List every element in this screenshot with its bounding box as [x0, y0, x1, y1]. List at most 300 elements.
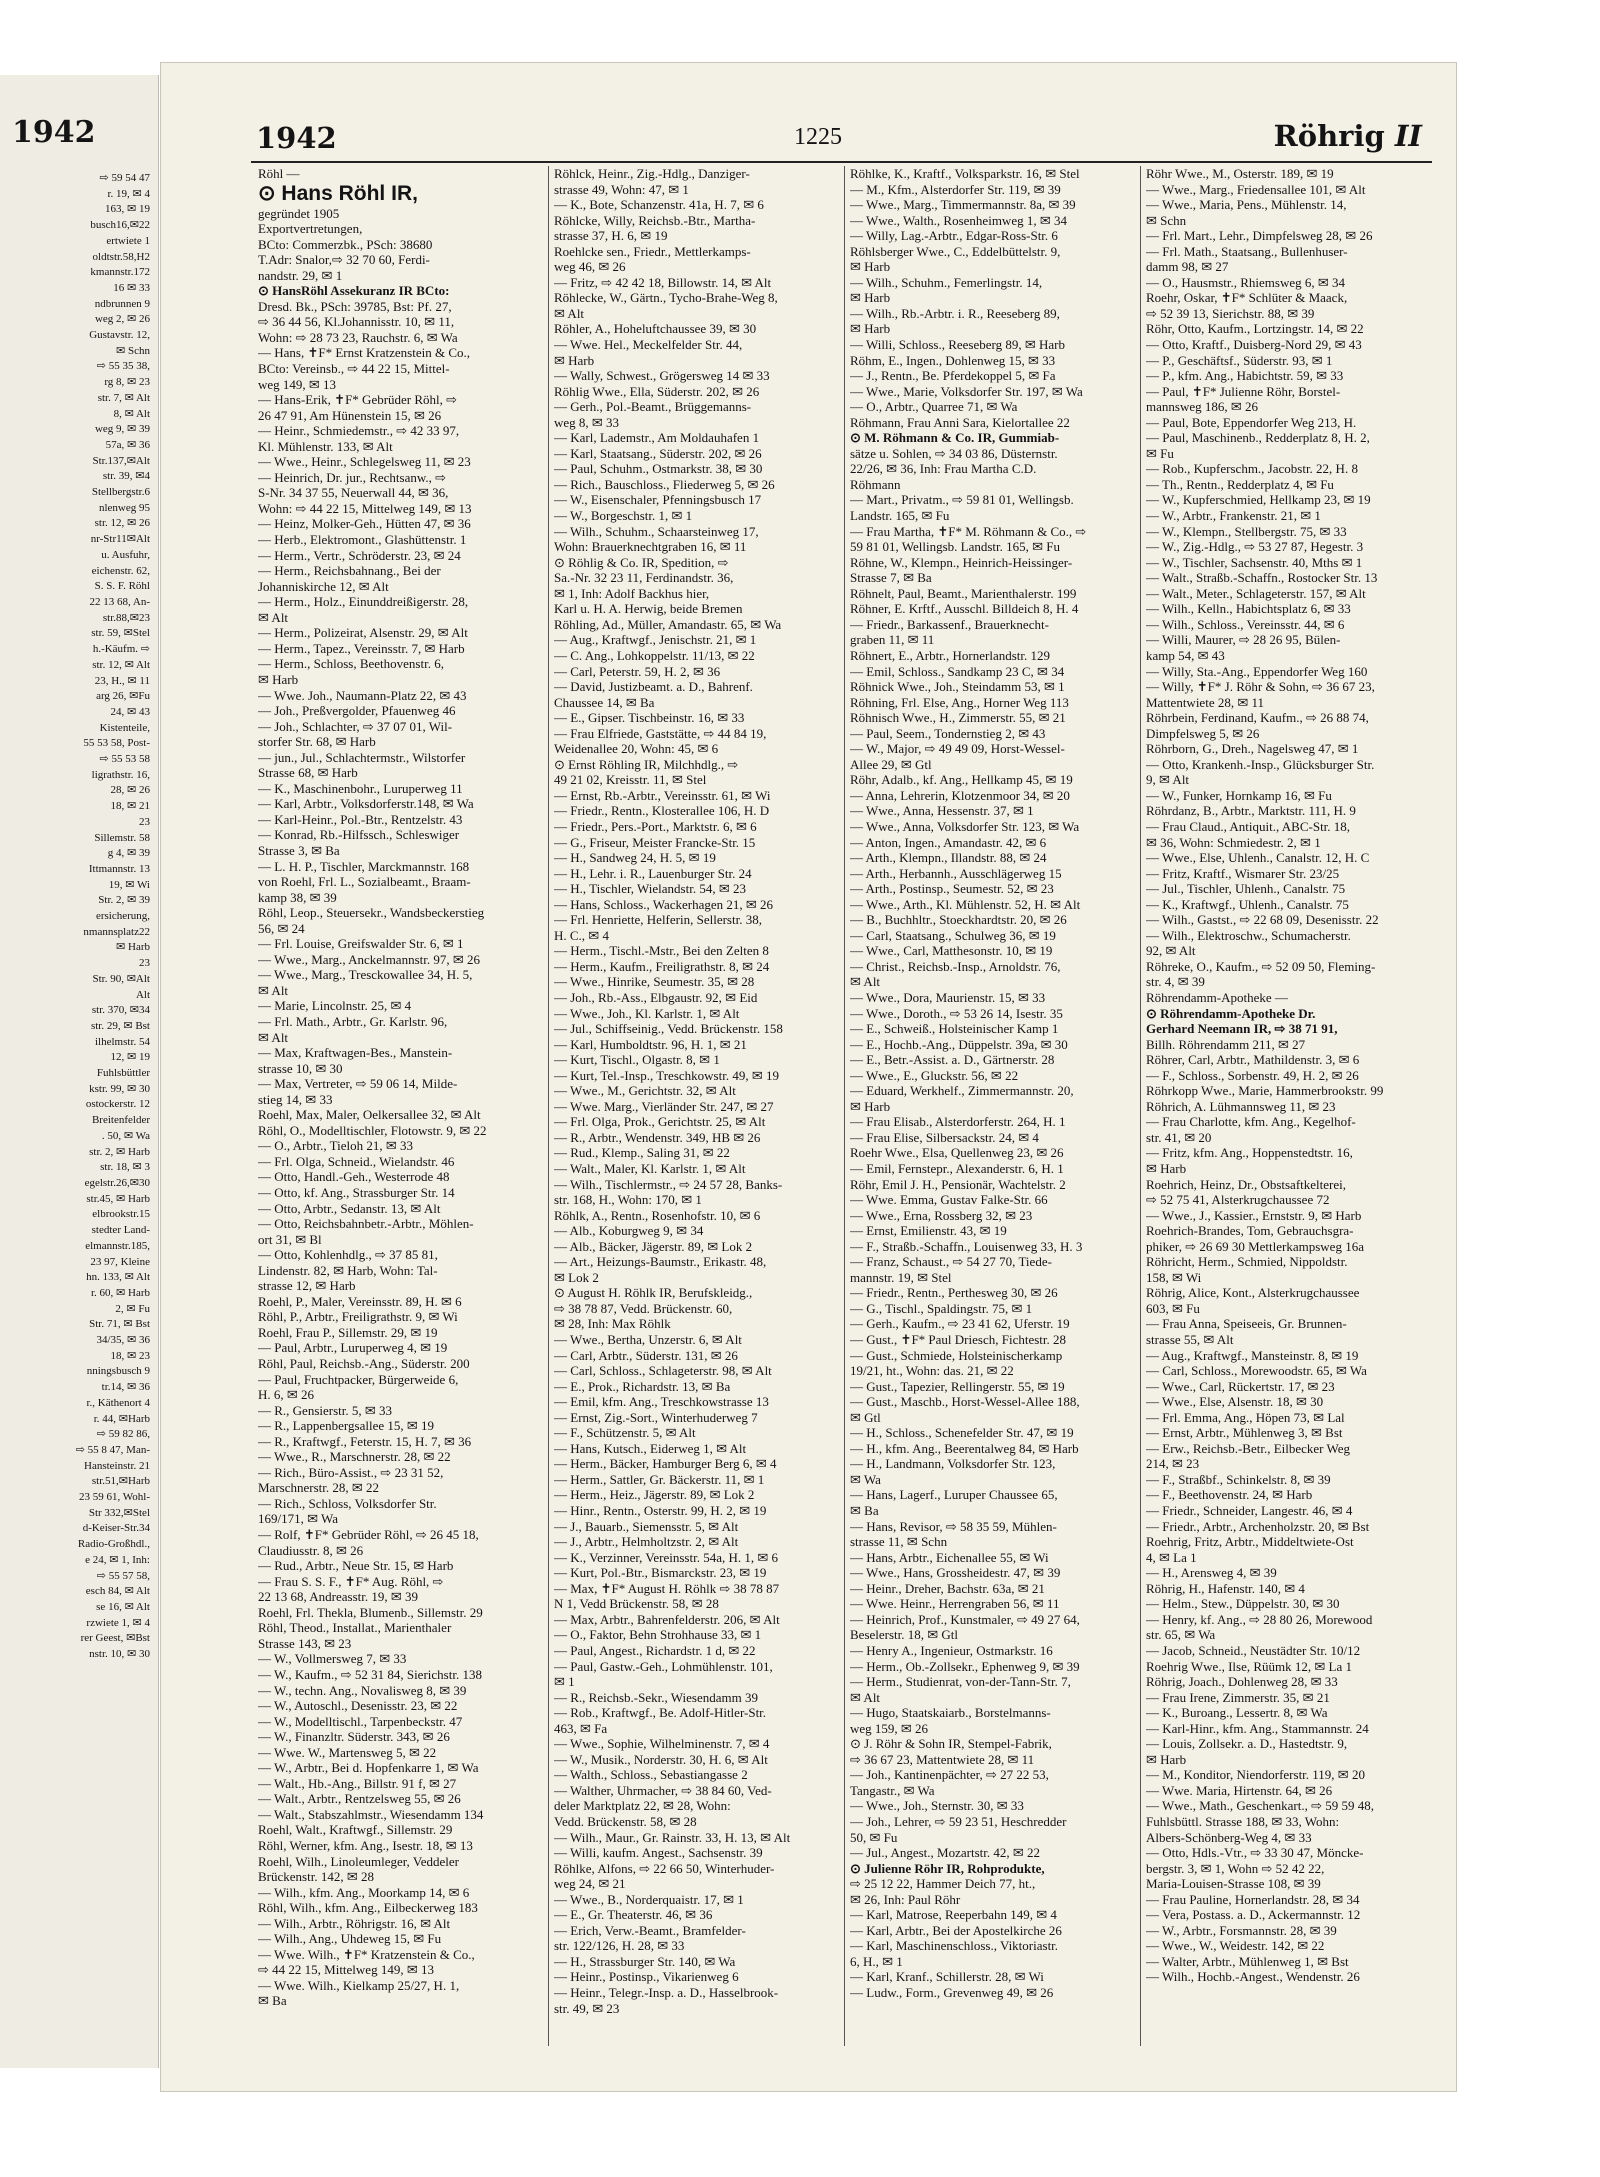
directory-entry-line: — Heinrich, Dr. jur., Rechtsanw., ⇨ — [258, 469, 447, 485]
directory-entry-line: — Henry, kf. Ang., ⇨ 28 80 26, Morewood — [1146, 1611, 1373, 1627]
prev-page-line: Stellbergstr.6 — [91, 486, 150, 499]
directory-entry-line: ⊙ M. Röhmann & Co. IR, Gummiab- — [850, 430, 1060, 446]
directory-entry-line: ⊙ August H. Röhlk IR, Berufskleidg., — [554, 1285, 753, 1301]
directory-entry-line: Vedd. Brückenstr. 58, ✉ 28 — [554, 1813, 697, 1829]
directory-entry-line: mannsweg 186, ✉ 26 — [1146, 399, 1258, 415]
directory-entry-line: kamp 38, ✉ 39 — [258, 889, 337, 905]
directory-entry-line: ⇨ 36 44 56, Kl.Johannisstr. 10, ✉ 11, — [258, 314, 455, 330]
directory-entry-line: — David, Justizbeamt. a. D., Bahrenf. — [554, 679, 753, 695]
directory-entry-line: — Rud., Arbtr., Neue Str. 15, ✉ Harb — [258, 1558, 454, 1574]
directory-entry-line: Kl. Mühlenstr. 133, ✉ Alt — [258, 438, 393, 454]
directory-entry-line: ✉ Fu — [1146, 445, 1174, 461]
directory-entry-line: — W., Autoschl., Desenisstr. 23, ✉ 22 — [258, 1698, 458, 1714]
directory-entry-line: — Max, Arbtr., Bahrenfelderstr. 206, ✉ Alt — [554, 1611, 780, 1627]
directory-entry-line: str. 49, ✉ 23 — [554, 2000, 620, 2016]
directory-entry-line: — Wwe., Hinrike, Seumestr. 35, ✉ 28 — [554, 974, 755, 990]
directory-entry-line: — Joh., Schlachter, ⇨ 37 07 01, Wil- — [258, 718, 453, 734]
directory-entry-line: BCto: Vereinsb., ⇨ 44 22 15, Mittel- — [258, 361, 450, 377]
directory-entry-line: — Frau Anna, Speiseeis, Gr. Brunnen- — [1146, 1316, 1347, 1332]
directory-entry-line: — Wwe., Marg., Friedensallee 101, ✉ Alt — [1146, 181, 1366, 197]
directory-entry-line: Wohn: Brauerknechtgraben 16, ✉ 11 — [554, 539, 747, 555]
directory-entry-line: — H., Strassburger Str. 140, ✉ Wa — [554, 1953, 736, 1969]
directory-entry-line: — Frl. Olga, Prok., Gerichtstr. 25, ✉ Alt — [554, 1114, 766, 1130]
directory-entry-line: — W., Musik., Norderstr. 30, H. 6, ✉ Alt — [554, 1751, 768, 1767]
directory-entry-line: — Frl. Math., Staatsang., Bullenhuser- — [1146, 243, 1348, 259]
directory-entry-line: — Gerh., Pol.-Beamt., Brüggemanns- — [554, 399, 752, 415]
prev-page-line: r. 60, ✉ Harb — [90, 1286, 150, 1299]
directory-entry-line: — J., Bauarb., Siemensstr. 5, ✉ Alt — [554, 1518, 739, 1534]
directory-entry-line: — J., Rentn., Be. Pferdekoppel 5, ✉ Fa — [850, 368, 1056, 384]
directory-entry-line: — Wilh., Arbtr., Röhrigstr. 16, ✉ Alt — [258, 1915, 451, 1931]
prev-page-line: rzwiete 1, ✉ 4 — [86, 1616, 150, 1629]
prev-page-line: Hansteinstr. 21 — [84, 1459, 150, 1472]
directory-entry-line: — Frau Elfriede, Gaststätte, ⇨ 44 84 19, — [554, 725, 767, 741]
directory-entry-line: Röhrig, H., Hafenstr. 140, ✉ 4 — [1146, 1580, 1305, 1596]
directory-entry-line: — Emil, Schloss., Sandkamp 23 C, ✉ 34 — [850, 663, 1065, 679]
directory-entry-line: — W., Major, ⇨ 49 49 09, Horst-Wessel- — [850, 741, 1065, 757]
directory-entry-line: — Karl, Arbtr., Bei der Apostelkirche 26 — [850, 1922, 1062, 1938]
directory-entry-line: — Wilh., Maur., Gr. Rainstr. 33, H. 13, ✉ Alt — [554, 1829, 791, 1845]
directory-entry-line: — Helm., Stew., Düppelstr. 30, ✉ 30 — [1146, 1596, 1340, 1612]
directory-entry-line: — Wwe., E., Gluckstr. 56, ✉ 22 — [850, 1067, 1019, 1083]
directory-entry-line: — Art., Heizungs-Baumstr., Erikastr. 48, — [554, 1254, 767, 1270]
directory-entry-line: — E., Schweiß., Holsteinischer Kamp 1 — [850, 1021, 1059, 1037]
directory-entry-line: — Herb., Elektromont., Glashüttenstr. 1 — [258, 532, 467, 548]
directory-entry-line: Röhrborn, G., Dreh., Nagelsweg 47, ✉ 1 — [1146, 741, 1359, 757]
directory-entry-line: 169/171, ✉ Wa — [258, 1511, 339, 1527]
header-surname: Röhrig — [1273, 119, 1385, 153]
directory-entry-line: Allee 29, ✉ Gtl — [850, 756, 932, 772]
directory-entry-line: — Anton, Ingen., Amandastr. 42, ✉ 6 — [850, 834, 1047, 850]
directory-entry-line: ✉ Alt — [258, 982, 289, 998]
directory-entry-line: — Ernst, Arbtr., Mühlenweg 3, ✉ Bst — [1146, 1425, 1343, 1441]
directory-entry-line: mannstr. 19, ✉ Stel — [850, 1269, 952, 1285]
directory-entry-line: weg 46, ✉ 26 — [554, 259, 626, 275]
prev-page-line: arg 26, ✉Fu — [96, 690, 150, 703]
directory-entry-line: — Willi, Maurer, ⇨ 28 26 95, Bülen- — [1146, 632, 1341, 648]
directory-page — [160, 62, 1457, 2092]
directory-entry-line: — Carl, Staatsang., Schulweg 36, ✉ 19 — [850, 927, 1056, 943]
directory-entry-line: — Wilh., Elektroschw., Schumacherstr. — [1146, 927, 1351, 943]
directory-entry-line: 92, ✉ Alt — [1146, 943, 1196, 959]
directory-entry-line: ⇨ 38 78 87, Vedd. Brückenstr. 60, — [554, 1300, 733, 1316]
directory-entry-line: Roehl, Wilh., Linoleumleger, Veddeler — [258, 1853, 460, 1869]
directory-entry-line: — O., Arbtr., Tieloh 21, ✉ 33 — [258, 1138, 413, 1154]
directory-entry-line: — M., Konditor, Niendorferstr. 119, ✉ 20 — [1146, 1767, 1365, 1783]
directory-entry-line: str. 65, ✉ Wa — [1146, 1627, 1216, 1643]
prev-page-line: str. 59, ✉Stel — [91, 627, 150, 640]
directory-entry-line: — Wilh., Tischlermstr., ⇨ 24 57 28, Banks- — [554, 1176, 783, 1192]
directory-entry-line: — Jul., Angest., Mozartstr. 42, ✉ 22 — [850, 1845, 1040, 1861]
directory-entry-line: — K., Kraftwgf., Uhlenh., Canalstr. 75 — [1146, 896, 1349, 912]
directory-entry-line: — jun., Jul., Schlachtermstr., Wilstorfer — [258, 749, 466, 765]
directory-entry-line: — Walt., Straßb.-Schaffn., Rostocker Str. 13 — [1146, 570, 1378, 586]
directory-entry-line: — Wwe. Maria, Hirtenstr. 64, ✉ 26 — [1146, 1782, 1333, 1798]
directory-entry-line: — W., Zig.-Hdlg., ⇨ 53 27 87, Hegestr. 3 — [1146, 539, 1364, 555]
directory-entry-line: — Karl, Lademstr., Am Moldauhafen 1 — [554, 430, 760, 446]
directory-entry-line: — Emil, kfm. Ang., Treschkowstrasse 13 — [554, 1394, 769, 1410]
directory-entry-line: ⊙ HansRöhl Assekuranz IR BCto: — [258, 283, 450, 299]
prev-page-line: Fuhlsbüttler — [96, 1067, 150, 1080]
prev-page-line: ⇨ 59 54 47 — [99, 172, 150, 184]
prev-page-line: 8, ✉ Alt — [113, 407, 150, 420]
directory-entry-line: — Herm., Holz., Einunddreißigerstr. 28, — [258, 594, 469, 610]
directory-entry-line: — F., Straßbf., Schinkelstr. 8, ✉ 39 — [1146, 1471, 1331, 1487]
prev-page-line: Ittmannstr. 13 — [88, 862, 150, 875]
column-1 — [255, 166, 545, 2046]
directory-entry-line: Röhrer, Carl, Arbtr., Mathildenstr. 3, ✉ 6 — [1146, 1052, 1360, 1068]
directory-entry-line: ✉ 1 — [554, 1674, 575, 1690]
directory-entry-line: weg 8, ✉ 33 — [554, 414, 620, 430]
prev-page-line: se 16, ✉ Alt — [96, 1600, 150, 1613]
directory-entry-line: Sa.-Nr. 32 23 11, Ferdinandstr. 36, — [554, 570, 734, 586]
directory-entry-line: — Wwe., Walth., Rosenheimweg 1, ✉ 34 — [850, 212, 1067, 228]
directory-entry-line: — Joh., Kantinenpächter, ⇨ 27 22 53, — [850, 1767, 1049, 1783]
directory-entry-line: Billh. Röhrendamm 211, ✉ 27 — [1146, 1036, 1306, 1052]
directory-entry-line: — W., Finanzltr. Süderstr. 343, ✉ 26 — [258, 1729, 450, 1745]
prev-page-line: oldtstr.58,H2 — [92, 250, 150, 263]
prev-page-line: h.-Käufm. ⇨ — [92, 643, 150, 656]
column-4 — [1143, 166, 1433, 2046]
directory-entry-line: — Herm., Studienrat, von-der-Tann-Str. 7, — [850, 1674, 1071, 1690]
prev-page-line: 23, H., ✉ 11 — [94, 674, 150, 687]
directory-entry-line: — Walt., Hb.-Ang., Billstr. 91 f, ✉ 27 — [258, 1775, 457, 1791]
directory-entry-line: — Wwe., Joh., Kl. Karlstr. 1, ✉ Alt — [554, 1005, 740, 1021]
directory-entry-line: ⇨ 36 67 23, Mattentwiete 28, ✉ 11 — [850, 1751, 1035, 1767]
header-name — [1274, 119, 1422, 153]
directory-entry-line: ✉ Harb — [850, 321, 891, 337]
prev-page-line: ersicherung, — [95, 910, 150, 923]
directory-entry-line: — Paul, Angest., Richardstr. 1 d, ✉ 22 — [554, 1642, 756, 1658]
directory-entry-line: ⇨ 52 39 13, Sierichstr. 88, ✉ 39 — [1146, 305, 1315, 321]
directory-entry-line: — Frau Pauline, Hornerlandstr. 28, ✉ 34 — [1146, 1891, 1360, 1907]
prev-page-line: ⇨ 55 53 58 — [99, 753, 150, 766]
prev-page-line: d-Keiser-Str.34 — [82, 1522, 150, 1535]
directory-entry-line: Johanniskirche 12, ✉ Alt — [258, 578, 389, 594]
directory-entry-line: kamp 54, ✉ 43 — [1146, 647, 1225, 663]
directory-entry-line: — Walth., Schloss., Sebastiangasse 2 — [554, 1767, 748, 1783]
directory-entry-line: — Karl, Kranf., Schillerstr. 28, ✉ Wi — [850, 1969, 1044, 1985]
directory-entry-line: Röhrdanz, B., Arbtr., Marktstr. 111, H. 9 — [1146, 803, 1356, 819]
directory-entry-line: — Frau Claud., Antiquit., ABC-Str. 18, — [1146, 818, 1351, 834]
directory-entry-line: — W., Tischler, Sachsenstr. 40, Mths ✉ 1 — [1146, 554, 1363, 570]
directory-entry-line: — Fritz, Kraftf., Wismarer Str. 23/25 — [1146, 865, 1340, 881]
directory-entry-line: — Hans, ✝F* Ernst Kratzenstein & Co., — [258, 345, 471, 361]
header-rule — [251, 161, 1432, 163]
prev-page-line: str.88,✉23 — [102, 611, 150, 624]
directory-entry-line: — Friedr., Rentn., Klosterallee 106, H. D — [554, 803, 770, 819]
prev-page-line: ✉ Schn — [116, 344, 150, 357]
directory-entry-line: — F., Beethovenstr. 24, ✉ Harb — [1146, 1487, 1313, 1503]
directory-entry-line: Chaussee 14, ✉ Ba — [554, 694, 655, 710]
prev-page-line: esch 84, ✉ Alt — [85, 1585, 150, 1598]
prev-page-line: Str. 90, ✉Alt — [92, 972, 150, 985]
directory-entry-line: — W., Funker, Hornkamp 16, ✉ Fu — [1146, 787, 1332, 803]
directory-entry-line: — Wilh., Schloss., Vereinsstr. 44, ✉ 6 — [1146, 616, 1345, 632]
directory-entry-line: Röhling, Ad., Müller, Amandastr. 65, ✉ Wa — [554, 616, 782, 632]
directory-entry-line: — Paul, Arbtr., Luruperweg 4, ✉ 19 — [258, 1340, 448, 1356]
prev-page-line: Kistenteile, — [99, 721, 150, 734]
directory-entry-line: — Joh., Lehrer, ⇨ 59 23 51, Heschredder — [850, 1813, 1067, 1829]
directory-entry-line: — Gust., Maschb., Horst-Wessel-Allee 188, — [850, 1394, 1080, 1410]
directory-entry-line: ort 31, ✉ Bl — [258, 1231, 322, 1247]
directory-entry-line: — Carl, Arbtr., Süderstr. 131, ✉ 26 — [554, 1347, 738, 1363]
directory-entry-line: — H., kfm. Ang., Beerentalweg 84, ✉ Harb — [850, 1440, 1079, 1456]
directory-entry-line: — Frau Elisab., Alsterdorferstr. 264, H. 1 — [850, 1114, 1066, 1130]
directory-entry-line: — Rud., Klemp., Saling 31, ✉ 22 — [554, 1145, 730, 1161]
directory-entry-line: ✉ Ba — [850, 1503, 879, 1519]
directory-entry-line: ⊙ Röhrendamm-Apotheke Dr. — [1146, 1005, 1316, 1021]
directory-entry-line: — O., Faktor, Behn Strohhause 33, ✉ 1 — [554, 1627, 762, 1643]
prev-page-line: Str. 71, ✉ Bst — [89, 1318, 150, 1331]
directory-entry-line: Röhne, W., Klempn., Heinrich-Heissinger- — [850, 554, 1073, 570]
prev-page-line: Sillemstr. 58 — [94, 831, 150, 844]
directory-entry-line: — Joh., Preßvergolder, Pfauenweg 46 — [258, 703, 456, 719]
directory-entry-line: — Wwe., Marg., Tresckowallee 34, H. 5, — [258, 967, 473, 983]
prev-page-line: 55 53 58, Post- — [83, 737, 150, 750]
directory-entry-line: — L. H. P., Tischler, Marckmannstr. 168 — [258, 858, 470, 874]
header-year: 1942 — [256, 121, 337, 155]
directory-entry-line: — Willy, ✝F* J. Röhr & Sohn, ⇨ 36 67 23, — [1146, 679, 1375, 695]
directory-entry-line: ✉ Alt — [258, 609, 289, 625]
directory-entry-line: — Frau Irene, Zimmerstr. 35, ✉ 21 — [1146, 1689, 1330, 1705]
directory-entry-line: — Joh., Rb.-Ass., Elbgaustr. 92, ✉ Eid — [554, 989, 758, 1005]
directory-entry-line: 49 21 02, Kreisstr. 11, ✉ Stel — [554, 772, 707, 788]
prev-page-line: Str. 2, ✉ 39 — [98, 894, 150, 907]
directory-entry-line: — W., Kaufm., ⇨ 52 31 84, Sierichstr. 138 — [258, 1666, 482, 1682]
directory-entry-line: ✉ 26, Inh: Paul Röhr — [850, 1891, 961, 1907]
directory-entry-line: — K., Maschinenbohr., Luruperweg 11 — [258, 780, 463, 796]
directory-entry-line: ⊙ Julienne Röhr IR, Rohprodukte, — [850, 1860, 1045, 1876]
directory-entry-line: strasse 11, ✉ Schn — [850, 1534, 948, 1550]
directory-entry-line: — R., Gensierstr. 5, ✉ 33 — [258, 1402, 393, 1418]
directory-entry-line: — Karl-Heinr., Pol.-Btr., Rentzelstr. 43 — [258, 811, 463, 827]
directory-entry-line: — Wwe., Marie, Volksdorfer Str. 197, ✉ Wa — [850, 383, 1083, 399]
directory-entry-line: — Otto, Handl.-Geh., Westerrode 48 — [258, 1169, 450, 1185]
prev-page-line: weg 9, ✉ 39 — [94, 423, 150, 436]
directory-entry-line: — Fritz, kfm. Ang., Hoppenstedtstr. 16, — [1146, 1145, 1353, 1161]
directory-entry-line: — Karl, Matrose, Reeperbahn 149, ✉ 4 — [850, 1907, 1057, 1923]
prev-page-line: 23 59 61, Wohl- — [78, 1491, 150, 1504]
directory-entry-line: — W., Borgeschstr. 1, ✉ 1 — [554, 508, 693, 524]
prev-page-year: 1942 — [12, 115, 96, 150]
directory-entry-line: — Paul, Bote, Eppendorfer Weg 213, H. — [1146, 414, 1357, 430]
prev-page-line: nr-Str11✉Alt — [90, 533, 150, 546]
page-number: 1225 — [794, 124, 842, 150]
directory-entry-line: — Hans-Erik, ✝F* Gebrüder Röhl, ⇨ — [258, 392, 458, 408]
directory-entry-line: — Carl, Peterstr. 59, H. 2, ✉ 36 — [554, 663, 721, 679]
directory-entry-line: — Wwe., Carl, Rückertstr. 17, ✉ 23 — [1146, 1378, 1335, 1394]
directory-entry-line: — Vera, Postass. a. D., Ackermannstr. 12 — [1146, 1907, 1361, 1923]
directory-entry-line: — Willy, Lag.-Arbtr., Edgar-Ross-Str. 6 — [850, 228, 1058, 244]
directory-entry-line: — K., Buroang., Lessertr. 8, ✉ Wa — [1146, 1705, 1328, 1721]
directory-entry-line: — Heinr., Dreher, Bachstr. 63a, ✉ 21 — [850, 1580, 1045, 1596]
directory-entry-line: — F., Straßb.-Schaffn., Louisenweg 33, H. 3 — [850, 1238, 1083, 1254]
directory-entry-line: — Ernst, Emilienstr. 43, ✉ 19 — [850, 1223, 1007, 1239]
directory-entry-line: — Friedr., Rentn., Perthesweg 30, ✉ 26 — [850, 1285, 1058, 1301]
directory-entry-line: 59 81 01, Wellingsb. Landstr. 165, ✉ Fu — [850, 539, 1061, 555]
directory-entry-line: — Arth., Klempn., Illandstr. 88, ✉ 24 — [850, 850, 1047, 866]
directory-entry-line: — Frl. Math., Arbtr., Gr. Karlstr. 96, — [258, 1013, 448, 1029]
directory-entry-line: S-Nr. 34 37 55, Neuerwall 44, ✉ 36, — [258, 485, 449, 501]
directory-entry-line: str. 4, ✉ 39 — [1146, 974, 1205, 990]
directory-entry-line: — Wilh., Ang., Uhdeweg 15, ✉ Fu — [258, 1931, 442, 1947]
directory-entry-line: — E., Prok., Richardstr. 13, ✉ Ba — [554, 1378, 731, 1394]
directory-entry-line: — Ludw., Form., Grevenweg 49, ✉ 26 — [850, 1984, 1054, 2000]
directory-entry-line: — Karl, Staatsang., Süderstr. 202, ✉ 26 — [554, 445, 762, 461]
directory-entry-line: str. 168, H., Wohn: 170, ✉ 1 — [554, 1192, 702, 1208]
directory-entry-line: — Herm., Heiz., Jägerstr. 89, ✉ Lok 2 — [554, 1487, 755, 1503]
directory-entry-line: — Wwe., Carl, Matthesonstr. 10, ✉ 19 — [850, 943, 1053, 959]
prev-page-line: Str 332,✉Stel — [88, 1506, 150, 1519]
directory-entry-line: Roehrich-Brandes, Tom, Gebrauchsgra- — [1146, 1223, 1354, 1239]
directory-entry-line: — Wwe. Wilh., Kielkamp 25/27, H. 1, — [258, 1977, 460, 1993]
directory-entry-line: — Wwe., Sophie, Wilhelminenstr. 7, ✉ 4 — [554, 1736, 770, 1752]
directory-entry-line: — Wwe., Math., Geschenkart., ⇨ 59 59 48, — [1146, 1798, 1374, 1814]
directory-entry-line: — Wwe., Hans, Grossheidestr. 47, ✉ 39 — [850, 1565, 1061, 1581]
directory-entry-line: — Jul., Schiffseinig., Vedd. Brückenstr. 158 — [554, 1021, 783, 1037]
directory-entry-line: — W., Eisenschaler, Pfenningsbusch 17 — [554, 492, 762, 508]
directory-entry-line: — Walt., Arbtr., Rentzelsweg 55, ✉ 26 — [258, 1791, 461, 1807]
prev-page-line: str. 2, ✉ Harb — [89, 1145, 150, 1158]
directory-entry-line: — Willi, Schloss., Reeseberg 89, ✉ Harb — [850, 337, 1065, 353]
directory-entry-line: — W., Kupferschmied, Hellkamp 23, ✉ 19 — [1146, 492, 1371, 508]
prev-page-line: egelstr.26,✉30 — [84, 1177, 150, 1189]
directory-entry-line: Roehlcke sen., Friedr., Mettlerkamps- — [554, 243, 751, 259]
directory-entry-line: 22/26, ✉ 36, Inh: Frau Martha C.D. — [850, 461, 1037, 477]
directory-entry-line: — Wwe. Emma, Gustav Falke-Str. 66 — [850, 1192, 1048, 1208]
directory-entry-line: Karl u. H. A. Herwig, beide Bremen — [554, 601, 743, 617]
prev-page-line: Gustavstr. 12, — [89, 329, 150, 342]
directory-entry-line: Roehrig Wwe., Ilse, Rüümk 12, ✉ La 1 — [1146, 1658, 1352, 1674]
directory-entry-line: Röhrbein, Ferdinand, Kaufm., ⇨ 26 88 74, — [1146, 710, 1369, 726]
directory-entry-line: — Wilh., kfm. Ang., Moorkamp 14, ✉ 6 — [258, 1884, 470, 1900]
directory-entry-line: — Gust., Schmiede, Holsteinischerkamp — [850, 1347, 1063, 1363]
directory-entry-line: ⇨ 44 22 15, Mittelweg 149, ✉ 13 — [258, 1962, 434, 1978]
directory-entry-line: — Wwe. Wilh., ✝F* Kratzenstein & Co., — [258, 1946, 475, 1962]
directory-entry-line: — Karl-Hinr., kfm. Ang., Stammannstr. 24 — [1146, 1720, 1369, 1736]
directory-entry-line: Röhning, Frl. Else, Ang., Horner Weg 113 — [850, 694, 1069, 710]
prev-page-line: 24, ✉ 43 — [110, 705, 150, 718]
directory-entry-line: BCto: Commerzbk., PSch: 38680 — [258, 236, 433, 252]
directory-entry-line: — Frl. Louise, Greifswalder Str. 6, ✉ 1 — [258, 936, 464, 952]
directory-entry-line: — R., Kraftwgf., Feterstr. 15, H. 7, ✉ 36 — [258, 1433, 472, 1449]
directory-entry-line: — Hans, Kutsch., Eiderweg 1, ✉ Alt — [554, 1440, 747, 1456]
directory-entry-line: — Max, Vertreter, ⇨ 59 06 14, Milde- — [258, 1076, 458, 1092]
directory-entry-line: Albers-Schönberg-Weg 4, ✉ 33 — [1146, 1829, 1312, 1845]
directory-entry-line: Roehrig, Fritz, Arbtr., Middeltwiete-Ost — [1146, 1534, 1354, 1550]
prev-page-line: str. 29, ✉ Bst — [90, 1019, 150, 1032]
column-2 — [551, 166, 841, 2046]
prev-page-line: 163, ✉ 19 — [105, 203, 150, 216]
directory-entry-line: — Friedr., Arbtr., Archenholzstr. 20, ✉ Bst — [1146, 1518, 1370, 1534]
prev-page-line: 23 — [139, 815, 150, 828]
prev-page-line: kstr. 99, ✉ 30 — [89, 1082, 150, 1095]
directory-entry-line: — Wwe., Dora, Maurienstr. 15, ✉ 33 — [850, 989, 1046, 1005]
directory-entry-line: — Kurt, Pol.-Btr., Bismarckstr. 23, ✉ 19 — [554, 1565, 767, 1581]
directory-entry-line: Roehl, Walt., Kraftwgf., Sillemstr. 29 — [258, 1822, 453, 1838]
directory-entry-line: 603, ✉ Fu — [1146, 1300, 1200, 1316]
prev-page-line: Alt — [135, 988, 150, 1001]
prev-page-line: Radio-Großhdl., — [77, 1538, 150, 1551]
directory-entry-line: — Erich, Verw.-Beamt., Bramfelder- — [554, 1922, 746, 1938]
directory-entry-line: Röhlecke, W., Gärtn., Tycho-Brahe-Weg 8, — [554, 290, 778, 306]
directory-entry-line: Marschnerstr. 28, ✉ 22 — [258, 1480, 380, 1496]
prev-page-line: g 4, ✉ 39 — [107, 847, 150, 860]
directory-entry-line: — J., Arbtr., Helmholtzstr. 2, ✉ Alt — [554, 1534, 739, 1550]
prev-page-line: ilhelmstr. 54 — [95, 1035, 150, 1048]
directory-entry-line: damm 98, ✉ 27 — [1146, 259, 1229, 275]
prev-page-line: r. 19, ✉ 4 — [107, 187, 150, 200]
directory-entry-line: Roehl, P., Maler, Vereinsstr. 89, H. ✉ 6 — [258, 1293, 462, 1309]
column-3 — [847, 166, 1137, 2046]
directory-entry-line: — Rich., Büro-Assist., ⇨ 23 31 52, — [258, 1464, 444, 1480]
directory-entry-line: — Rich., Bauschloss., Fliederweg 5, ✉ 26 — [554, 476, 775, 492]
directory-entry-line: Röhm, E., Ingen., Dohlenweg 15, ✉ 33 — [850, 352, 1056, 368]
directory-entry-line: ✉ Schn — [1146, 212, 1187, 228]
directory-entry-line: — Wwe., Else, Alsenstr. 18, ✉ 30 — [1146, 1394, 1324, 1410]
directory-entry-line: Roehrich, Heinz, Dr., Obstsaftkelterei, — [1146, 1176, 1346, 1192]
directory-entry-line: Strasse 68, ✉ Harb — [258, 765, 358, 781]
directory-entry-line: graben 11, ✉ 11 — [850, 632, 935, 648]
directory-entry-line: — Wwe., Arth., Kl. Mühlenstr. 52, H. ✉ Alt — [850, 896, 1081, 912]
directory-entry-line: sätze u. Sohlen, ⇨ 34 03 86, Düsternstr. — [850, 445, 1058, 461]
prev-page-line: u. Ausfuhr, — [101, 548, 150, 561]
directory-entry-line: — Wwe., Bertha, Unzerstr. 6, ✉ Alt — [554, 1332, 742, 1348]
directory-entry-line: Roehl, Max, Maler, Oelkersallee 32, ✉ Alt — [258, 1107, 481, 1123]
directory-entry-line: strasse 10, ✉ 30 — [258, 1060, 343, 1076]
directory-entry-line: — P., kfm. Ang., Habichtstr. 59, ✉ 33 — [1146, 368, 1344, 384]
directory-entry-line: — Wilh., Rb.-Arbtr. i. R., Reeseberg 89, — [850, 305, 1060, 321]
directory-entry-line: weg 149, ✉ 13 — [258, 376, 337, 392]
prev-page-line: 16 ✉ 33 — [113, 281, 150, 294]
directory-entry-line: — R., Arbtr., Wendenstr. 349, HB ✉ 26 — [554, 1129, 761, 1145]
directory-entry-line: — M., Kfm., Alsterdorfer Str. 119, ✉ 39 — [850, 181, 1061, 197]
directory-entry-line: — Walt., Stabszahlmstr., Wiesendamm 134 — [258, 1806, 484, 1822]
directory-entry-line: — Karl, Maschinenschloss., Viktoriastr. — [850, 1938, 1059, 1954]
prev-page-text — [0, 171, 150, 1663]
prev-page-line: stedter Land- — [91, 1224, 150, 1237]
directory-entry-line: — Max, Kraftwagen-Bes., Manstein- — [258, 1045, 453, 1061]
directory-entry-line: — Carl, Schloss., Schlageterstr. 98, ✉ Alt — [554, 1363, 772, 1379]
prev-page-line: ✉ Harb — [116, 941, 150, 954]
directory-entry-line: Röhl, P., Arbtr., Freiligrathstr. 9, ✉ Wi — [258, 1309, 458, 1325]
prev-page-line: ⇨ 55 8 47, Man- — [75, 1443, 150, 1456]
directory-entry-line: — Hans, Lagerf., Luruper Chaussee 65, — [850, 1487, 1058, 1503]
directory-entry-line: ✉ Lok 2 — [554, 1269, 599, 1285]
prev-page-line: str. 7, ✉ Alt — [97, 391, 150, 404]
directory-entry-line: Maria-Louisen-Strasse 108, ✉ 39 — [1146, 1876, 1321, 1892]
directory-entry-line: Gerhard Neemann IR, ⇨ 38 71 91, — [1146, 1021, 1338, 1037]
directory-entry-line: — Anna, Lehrerin, Klotzenmoor 34, ✉ 20 — [850, 787, 1070, 803]
directory-entry-line: — Fritz, ⇨ 42 42 18, Billowstr. 14, ✉ Alt — [554, 274, 772, 290]
directory-entry-line: Tangastr., ✉ Wa — [850, 1782, 935, 1798]
directory-entry-line: — Frl. Mart., Lehr., Dimpfelsweg 28, ✉ 26 — [1146, 228, 1373, 244]
directory-entry-line: — Wwe., R., Marschnerstr. 28, ✉ 22 — [258, 1449, 451, 1465]
directory-entry-line: Röhlcke, Willy, Reichsb.-Btr., Martha- — [554, 212, 756, 228]
directory-entry-line: — Marie, Lincolnstr. 25, ✉ 4 — [258, 998, 412, 1014]
prev-page-line: 34/35, ✉ 36 — [96, 1334, 150, 1347]
directory-entry-line: — Herm., Tischl.-Mstr., Bei den Zelten 8 — [554, 943, 769, 959]
directory-entry-line: — Arth., Postinsp., Seumestr. 52, ✉ 23 — [850, 881, 1054, 897]
directory-entry-line: 19/21, ht., Wohn: das. 21, ✉ 22 — [850, 1363, 1014, 1379]
directory-entry-line: ✉ Harb — [850, 290, 891, 306]
directory-entry-line: — Paul, ✝F* Julienne Röhr, Borstel- — [1146, 383, 1341, 399]
directory-entry-line: — Wwe., Anna, Volksdorfer Str. 123, ✉ Wa — [850, 818, 1080, 834]
directory-entry-line: — H., Arensweg 4, ✉ 39 — [1146, 1565, 1277, 1581]
directory-entry-line: — Jul., Tischler, Uhlenh., Canalstr. 75 — [1146, 881, 1346, 897]
directory-entry-line: — R., Lappenbergsallee 15, ✉ 19 — [258, 1418, 435, 1434]
